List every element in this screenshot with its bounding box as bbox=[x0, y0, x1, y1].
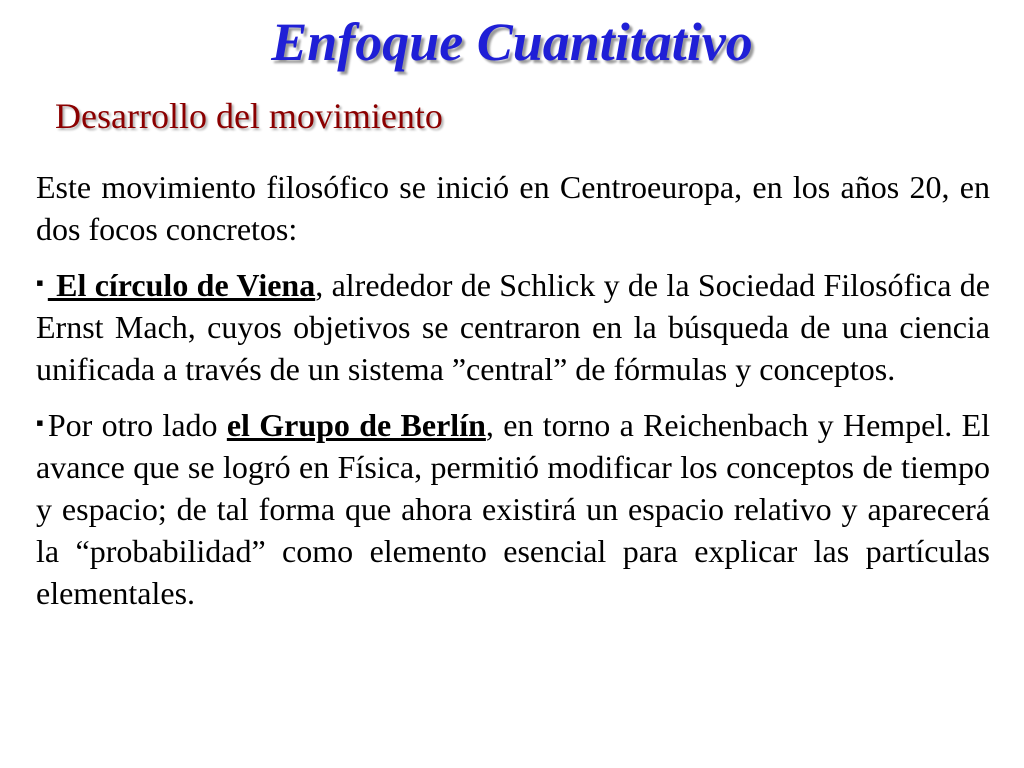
vienna-circle-highlight: El círculo de Viena bbox=[47, 267, 316, 303]
berlin-group-prefix: Por otro lado bbox=[47, 407, 227, 443]
square-bullet-icon: ▪ bbox=[36, 410, 44, 435]
slide-subtitle: Desarrollo del movimiento bbox=[55, 96, 443, 136]
berlin-group-text: , en torno a Reichenbach y Hempel. El avance que se logró en Física, permitió modificar los conceptos de tiempo y espacio; de tal forma que ahora existirá un espacio relativo y aparecerá la “probabilidad” como elemento esencial para explicar las partículas elementales. bbox=[36, 407, 991, 611]
slide-body bbox=[36, 166, 990, 626]
berlin-group-highlight: el Grupo de Berlín bbox=[226, 407, 486, 443]
bullet-vienna bbox=[36, 262, 990, 390]
slide-title: Enfoque Cuantitativo bbox=[271, 12, 753, 72]
intro-paragraph: Este movimiento filosófico se inició en Centroeuropa, en los años 20, en dos focos concretos: bbox=[36, 169, 990, 247]
square-bullet-icon: ▪ bbox=[36, 270, 44, 295]
vienna-circle-text: , alrededor de Schlick y de la Sociedad Filosófica de Ernst Mach, cuyos objetivos se centraron en la búsqueda de una ciencia unificada a través de un sistema ”central” de fórmulas y conceptos. bbox=[36, 267, 991, 387]
bullet-berlin bbox=[36, 402, 990, 614]
